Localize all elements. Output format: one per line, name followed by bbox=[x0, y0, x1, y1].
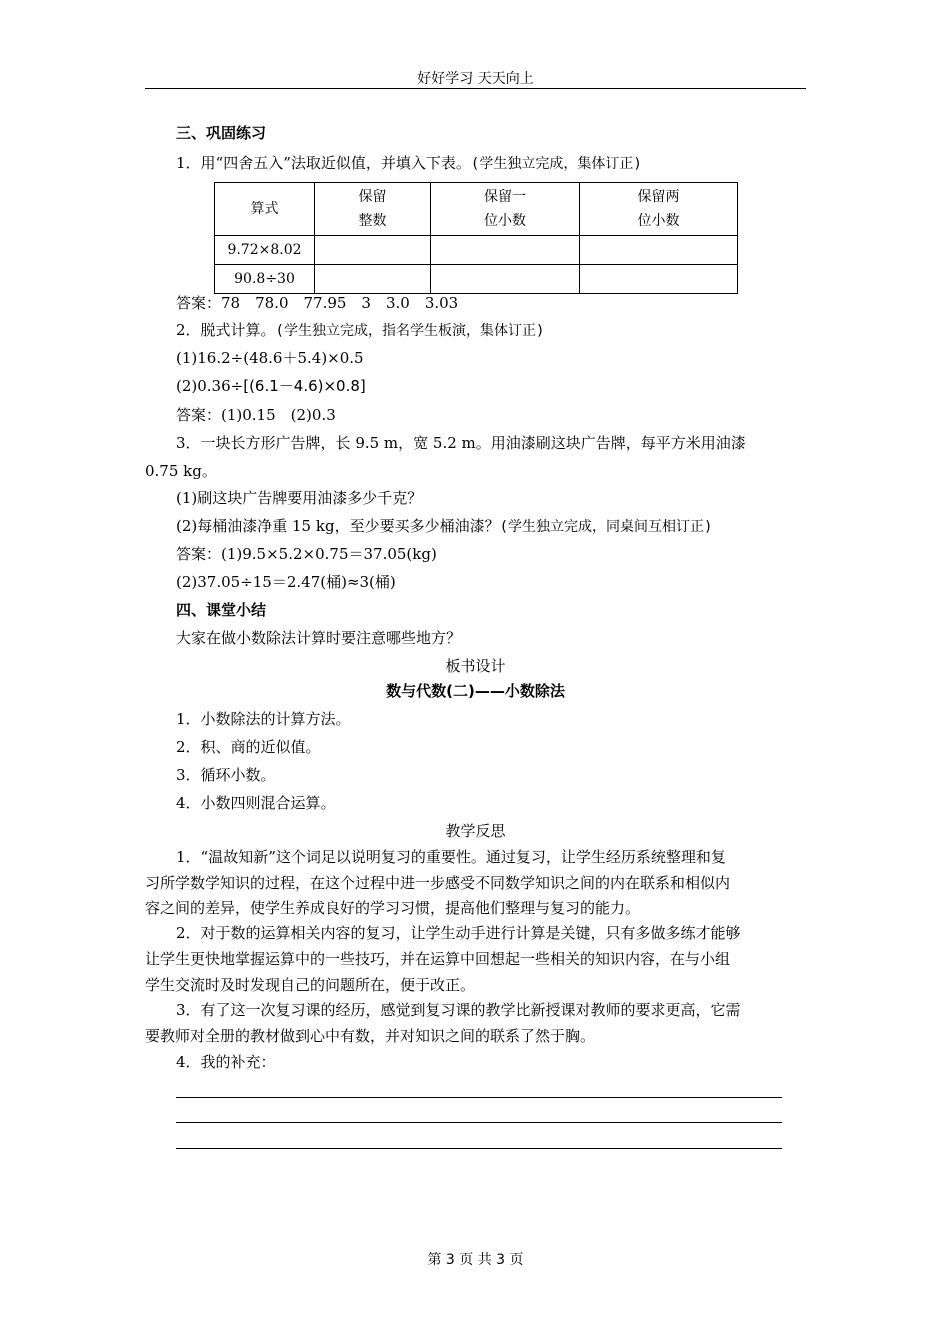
table-header-one-decimal bbox=[431, 183, 580, 236]
board-item: 4．小数四则混合运算。 bbox=[176, 794, 336, 812]
reflection-p1-line1: 1．“温故知新”这个词足以说明复习的重要性。通过复习，让学生经历系统整理和复 bbox=[176, 848, 726, 866]
reflection-p2-line2: 让学生更快地掌握运算中的一些技巧，并在运算中回想起一些相关的知识内容，在与小组 bbox=[145, 950, 731, 968]
table-cell-empty bbox=[431, 236, 580, 265]
header-divider bbox=[145, 88, 806, 89]
table-cell-expression: 90.8÷30 bbox=[215, 265, 315, 294]
q3-note: (学生独立完成，同桌间互相订正) bbox=[499, 519, 713, 535]
reflection-p1-line3: 容之间的差异，使学生养成良好的学习习惯，提高他们整理与复习的能力。 bbox=[145, 899, 641, 917]
q3-answer1: 答案：(1)9.5×5.2×0.75＝37.05(kg) bbox=[176, 545, 437, 563]
q3-part2 bbox=[176, 516, 712, 537]
reflection-p4: 4．我的补充： bbox=[176, 1053, 276, 1071]
table-header-two-decimal-line1: 保留两 bbox=[637, 189, 680, 205]
table-cell-empty bbox=[580, 236, 738, 265]
table-header-one-decimal-line2: 位小数 bbox=[484, 213, 526, 229]
q3-part2-text: (2)每桶油漆净重 15 kg，至少要买多少桶油漆？ bbox=[176, 517, 500, 535]
q2-part2-text: (2)0.36÷ bbox=[176, 377, 244, 395]
q2-part2 bbox=[176, 376, 366, 396]
page-header: 好好学习 天天向上 bbox=[417, 71, 534, 87]
reflection-p1-line2: 习所学数学知识的过程，在这个过程中进一步感受不同数学知识之间的内在联系和相似内 bbox=[145, 874, 731, 892]
reflection-p3-line1: 3．有了这一次复习课的经历，感觉到复习课的教学比新授课对教师的要求更高，它需 bbox=[176, 1001, 741, 1019]
table-cell-empty bbox=[580, 265, 738, 294]
table-cell-empty bbox=[315, 265, 431, 294]
board-item: 3．循环小数。 bbox=[176, 766, 276, 784]
table-header-integer-line2: 整数 bbox=[358, 213, 387, 229]
table-header-two-decimal-line2: 位小数 bbox=[637, 213, 680, 229]
board-item: 1．小数除法的计算方法。 bbox=[176, 710, 351, 728]
q2-part1: (1)16.2÷(48.6＋5.4)×0.5 bbox=[176, 349, 364, 367]
q2-note: (学生独立完成，指名学生板演，集体订正) bbox=[275, 323, 545, 339]
table-header-integer-line1: 保留 bbox=[358, 189, 387, 205]
board-heading: 板书设计 bbox=[445, 657, 506, 675]
reflection-p2-line1: 2．对于数的运算相关内容的复习，让学生动手进行计算是关键，只有多做多练才能够 bbox=[176, 924, 741, 942]
section4-title: 四、课堂小结 bbox=[176, 601, 267, 619]
section4-text: 大家在做小数除法计算时要注意哪些地方？ bbox=[176, 629, 462, 647]
table-header-one-decimal-line1: 保留一 bbox=[484, 189, 526, 205]
answer-blank-line bbox=[176, 1097, 782, 1098]
q2-answer: 答案：(1)0.15 (2)0.3 bbox=[176, 406, 336, 424]
q3-part1: (1)刷这块广告牌要用油漆多少千克？ bbox=[176, 489, 423, 507]
q1-answer: 答案：78 78.0 77.95 3 3.0 3.03 bbox=[176, 294, 459, 312]
q1-stem-text: 1．用“四舍五入”法取近似值，并填入下表。 bbox=[176, 154, 471, 172]
table-row bbox=[215, 236, 738, 265]
q3-stem-line2: 0.75 kg。 bbox=[145, 462, 217, 480]
q1-stem bbox=[176, 153, 642, 174]
table-header-two-decimal bbox=[580, 183, 738, 236]
table-cell-empty bbox=[315, 236, 431, 265]
q2-part2-bracket: [(6.1－4.6)×0.8] bbox=[243, 377, 366, 395]
table-header-expression: 算式 bbox=[215, 183, 315, 236]
board-title: 数与代数(二)——小数除法 bbox=[386, 682, 565, 700]
q1-note: (学生独立完成，集体订正) bbox=[470, 156, 642, 172]
reflection-p2-line3: 学生交流时及时发现自己的问题所在，便于改正。 bbox=[145, 976, 476, 994]
answer-blank-line bbox=[176, 1122, 782, 1123]
table-cell-expression: 9.72×8.02 bbox=[215, 236, 315, 265]
table-cell-empty bbox=[431, 265, 580, 294]
approximation-table bbox=[214, 182, 738, 294]
section3-title: 三、巩固练习 bbox=[176, 124, 267, 142]
board-item: 2．积、商的近似值。 bbox=[176, 738, 321, 756]
q2-stem-text: 2．脱式计算。 bbox=[176, 321, 276, 339]
table-header-integer bbox=[315, 183, 431, 236]
q3-answer2: (2)37.05÷15＝2.47(桶)≈3(桶) bbox=[176, 573, 396, 591]
reflection-p3-line2: 要教师对全册的教材做到心中有数，并对知识之间的联系了然于胸。 bbox=[145, 1027, 596, 1045]
reflection-heading: 教学反思 bbox=[445, 822, 506, 840]
answer-blank-line bbox=[176, 1148, 782, 1149]
page-footer: 第 3 页 共 3 页 bbox=[427, 1252, 524, 1268]
q2-stem bbox=[176, 320, 544, 341]
table-row bbox=[215, 265, 738, 294]
q3-stem-line1: 3．一块长方形广告牌，长 9.5 m，宽 5.2 m。用油漆刷这块广告牌，每平方米用油漆 bbox=[176, 434, 746, 452]
